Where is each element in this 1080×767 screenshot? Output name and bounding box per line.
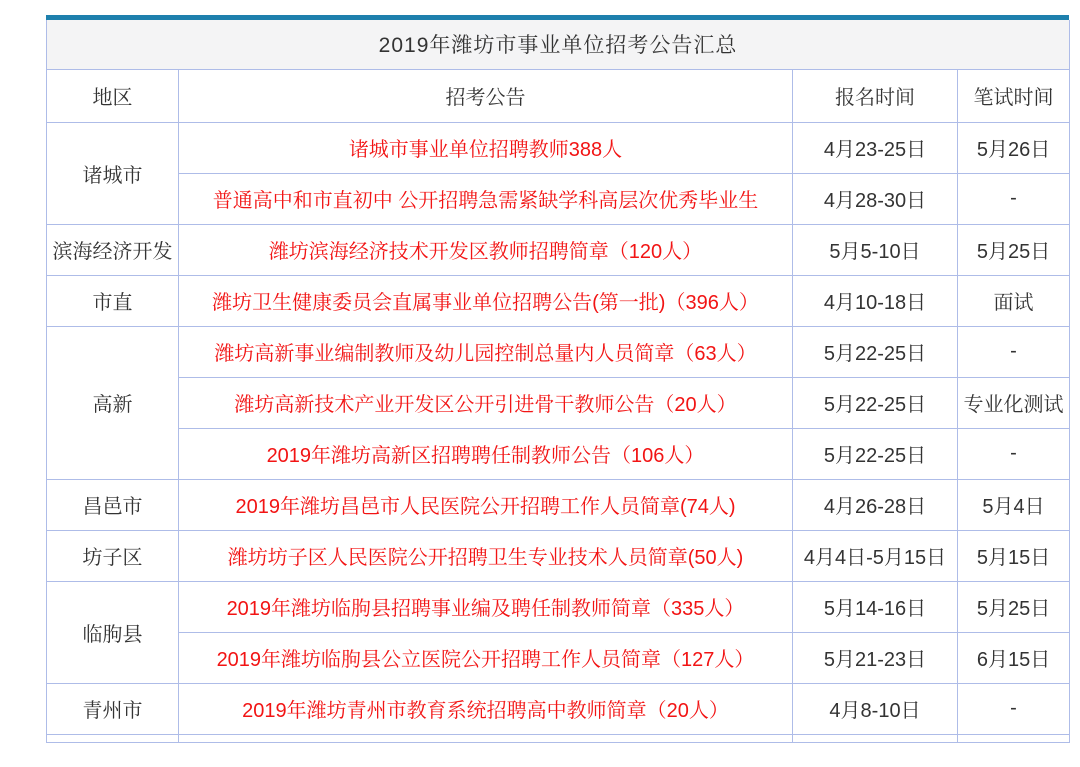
column-header: 招考公告 (179, 69, 793, 122)
exam-date-cell: 5月26日 (958, 122, 1070, 173)
signup-date-cell: 4月23-25日 (793, 122, 958, 173)
signup-date-cell: 5月14-16日 (793, 581, 958, 632)
column-header: 笔试时间 (958, 69, 1070, 122)
table-row (47, 581, 1070, 632)
title-row (47, 20, 1070, 69)
exam-date-cell: - (958, 326, 1070, 377)
signup-date-cell: 5月22-25日 (793, 326, 958, 377)
exam-date-cell: 5月15日 (958, 530, 1070, 581)
column-header: 报名时间 (793, 69, 958, 122)
table-row (47, 122, 1070, 173)
announcement-link[interactable]: 潍坊滨海经济技术开发区教师招聘简章（120人） (179, 224, 793, 275)
announcement-link[interactable]: 诸城市事业单位招聘教师388人 (179, 122, 793, 173)
table-row (47, 173, 1070, 224)
announcement-link[interactable]: 潍坊坊子区人民医院公开招聘卫生专业技术人员简章(50人) (179, 530, 793, 581)
announcement-link[interactable]: 潍坊卫生健康委员会直属事业单位招聘公告(第一批)（396人） (179, 275, 793, 326)
table-row (47, 530, 1070, 581)
table-row (47, 275, 1070, 326)
announcement-link[interactable]: 2019年潍坊高新区招聘聘任制教师公告（106人） (179, 428, 793, 479)
announcement-link[interactable]: 2019年潍坊临朐县公立医院公开招聘工作人员简章（127人） (179, 632, 793, 683)
region-cell: 青州市 (47, 683, 179, 734)
region-cell: 坊子区 (47, 530, 179, 581)
table-row (47, 428, 1070, 479)
empty-cell (793, 734, 958, 742)
exam-date-cell: 6月15日 (958, 632, 1070, 683)
signup-date-cell: 5月5-10日 (793, 224, 958, 275)
signup-date-cell: 5月21-23日 (793, 632, 958, 683)
announcement-link[interactable]: 2019年潍坊青州市教育系统招聘高中教师简章（20人） (179, 683, 793, 734)
signup-date-cell: 4月10-18日 (793, 275, 958, 326)
table-row (47, 683, 1070, 734)
region-cell: 滨海经济开发 (47, 224, 179, 275)
table-row (47, 377, 1070, 428)
announcement-link[interactable]: 2019年潍坊临朐县招聘事业编及聘任制教师简章（335人） (179, 581, 793, 632)
announcement-link[interactable]: 2019年潍坊昌邑市人民医院公开招聘工作人员简章(74人) (179, 479, 793, 530)
exam-date-cell: 专业化测试 (958, 377, 1070, 428)
signup-date-cell: 4月8-10日 (793, 683, 958, 734)
empty-cell (47, 734, 179, 742)
column-header-row (47, 69, 1070, 122)
signup-date-cell: 4月26-28日 (793, 479, 958, 530)
exam-date-cell: - (958, 683, 1070, 734)
region-cell: 昌邑市 (47, 479, 179, 530)
recruitment-table-container (46, 15, 1069, 743)
exam-date-cell: 5月25日 (958, 581, 1070, 632)
partial-cutoff-row (47, 734, 1070, 742)
signup-date-cell: 4月28-30日 (793, 173, 958, 224)
column-header: 地区 (47, 69, 179, 122)
table-row (47, 224, 1070, 275)
signup-date-cell: 5月22-25日 (793, 428, 958, 479)
signup-date-cell: 5月22-25日 (793, 377, 958, 428)
announcement-link[interactable]: 潍坊高新事业编制教师及幼儿园控制总量内人员简章（63人） (179, 326, 793, 377)
region-cell: 高新 (47, 326, 179, 479)
empty-cell (958, 734, 1070, 742)
exam-date-cell: 5月25日 (958, 224, 1070, 275)
exam-date-cell: - (958, 428, 1070, 479)
region-cell: 临朐县 (47, 581, 179, 683)
table-row (47, 479, 1070, 530)
signup-date-cell: 4月4日-5月15日 (793, 530, 958, 581)
exam-date-cell: 5月4日 (958, 479, 1070, 530)
empty-cell (179, 734, 793, 742)
announcement-link[interactable]: 潍坊高新技术产业开发区公开引进骨干教师公告（20人） (179, 377, 793, 428)
region-cell: 市直 (47, 275, 179, 326)
region-cell: 诸城市 (47, 122, 179, 224)
page-title: 2019年潍坊市事业单位招考公告汇总 (47, 20, 1070, 69)
exam-date-cell: 面试 (958, 275, 1070, 326)
table-row (47, 632, 1070, 683)
table-row (47, 326, 1070, 377)
exam-date-cell: - (958, 173, 1070, 224)
announcement-link[interactable]: 普通高中和市直初中 公开招聘急需紧缺学科高层次优秀毕业生 (179, 173, 793, 224)
recruitment-table (46, 20, 1070, 743)
